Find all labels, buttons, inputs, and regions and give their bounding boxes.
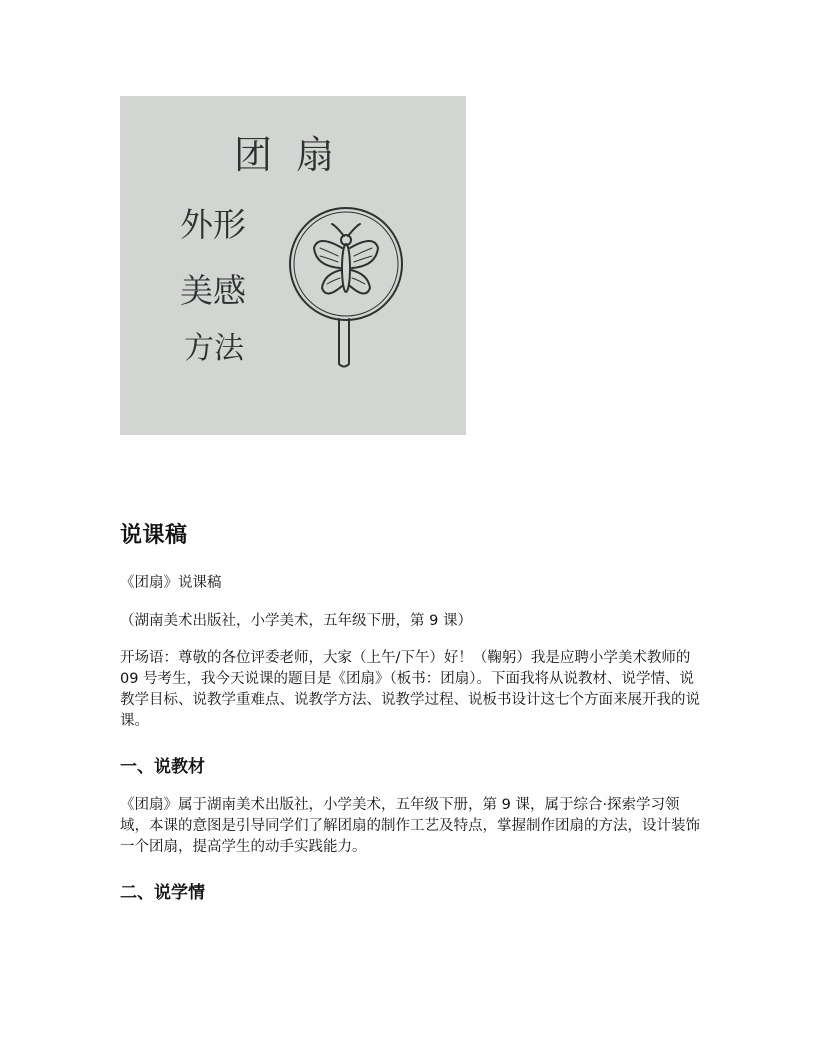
round-fan-drawing [290,208,402,367]
lesson-source: （湖南美术出版社，小学美术，五年级下册，第 9 课） [120,613,472,629]
sketch-title-char-1: 团 [234,133,273,177]
sketch-label-method: 方法 [184,331,244,366]
section-heading-teaching-material: 一、说教材 [120,757,205,777]
sketch-label-beauty: 美感 [180,271,246,310]
sketch-title-char-2: 扇 [296,133,335,177]
hand-drawn-fan-sketch [120,96,466,435]
section-heading-student-analysis: 二、说学情 [120,883,205,903]
teaching-material-paragraph: 《团扇》属于湖南美术出版社，小学美术，五年级下册，第 9 课，属于综合·探索学习领域，本课的意图是引导同学们了解团扇的制作工艺及特点，掌握制作团扇的方法，设计装饰一个团扇，提高学生的动手实践能力。 [120,797,700,855]
blackboard-sketch-photo [120,96,466,435]
opening-paragraph: 开场语：尊敬的各位评委老师，大家（上午/下午）好！（鞠躬）我是应聘小学美术教师的 09 号考生，我今天说课的题目是《团扇》（板书：团扇）。下面我将从说教材、说学情、说教学目标、说教学重难点、说教学方法、说教学过程、说板书设计这七个方面来展开我的说课。 [120,650,700,729]
document-title: 说课稿 [120,523,188,548]
butterfly-drawing [314,224,378,294]
lesson-subtitle: 《团扇》说课稿 [120,575,222,591]
sketch-label-shape: 外形 [180,205,246,244]
